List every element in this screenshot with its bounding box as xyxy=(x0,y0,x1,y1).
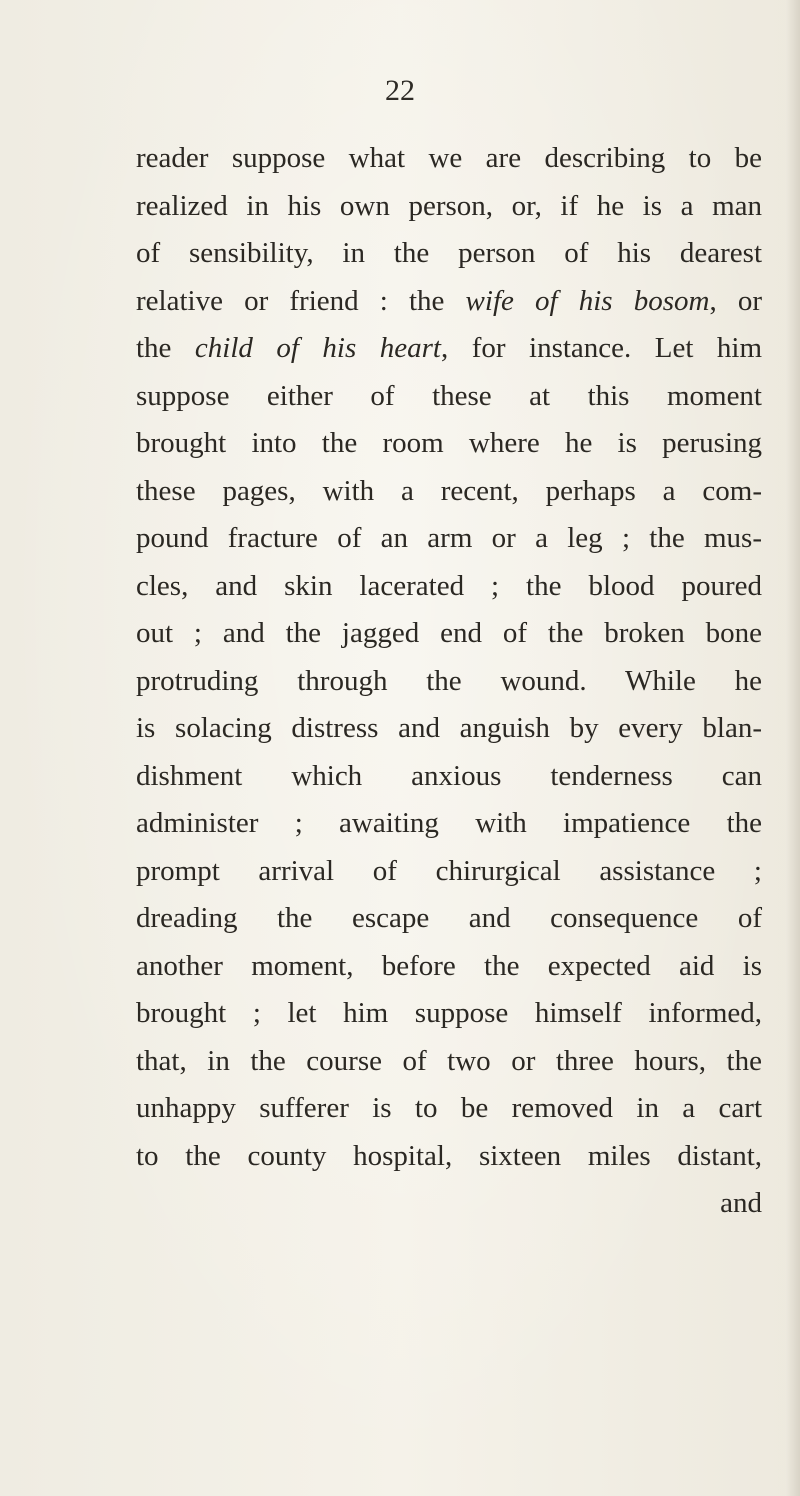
text-line: unhappy sufferer is to be removed in a cart xyxy=(136,1092,762,1124)
text-line: reader suppose what we are describing to be xyxy=(136,142,762,174)
text-line: prompt arrival of chirurgical assistance ; xyxy=(136,854,762,887)
text-line: these pages, with a recent, perhaps a com- xyxy=(136,474,762,507)
text-line: another moment, before the expected aid is xyxy=(136,949,762,982)
text-line: suppose either of these at this moment xyxy=(136,379,762,412)
text-line: brought into the room where he is perusing xyxy=(136,427,762,459)
text-line: out ; and the jagged end of the broken bone xyxy=(136,617,762,649)
text-line: realized in his own person, or, if he is a man xyxy=(136,189,762,222)
text-line: dishment which anxious tenderness can xyxy=(136,759,762,792)
italic-phrase: child of his heart xyxy=(194,332,441,364)
text-line: dreading the escape and consequence of xyxy=(136,902,762,934)
italic-phrase: wife of his bosom xyxy=(465,284,710,317)
text-line: the child of his heart, for instance. Let him xyxy=(136,332,763,364)
text-line: pound fracture of an arm or a leg ; the mus- xyxy=(136,522,762,554)
text-line: that, in the course of two or three hours, the xyxy=(136,1044,762,1077)
text-line: relative or friend : the wife of his bosom, or xyxy=(136,284,762,317)
catchword: and xyxy=(720,1187,762,1219)
text-line: cles, and skin lacerated ; the blood poured xyxy=(136,569,762,602)
page-edge-shadow xyxy=(786,0,800,1496)
text-line: protruding through the wound. While he xyxy=(136,664,762,697)
text-line: administer ; awaiting with impatience the xyxy=(136,807,762,839)
text-line: brought ; let him suppose himself informed, xyxy=(136,997,762,1029)
text-line: to the county hospital, sixteen miles distant, xyxy=(136,1139,762,1172)
body-text xyxy=(136,135,762,1228)
text-line: of sensibility, in the person of his dearest xyxy=(136,237,762,269)
page-number: 22 xyxy=(385,74,415,107)
text-line: is solacing distress and anguish by every blan- xyxy=(136,712,762,744)
